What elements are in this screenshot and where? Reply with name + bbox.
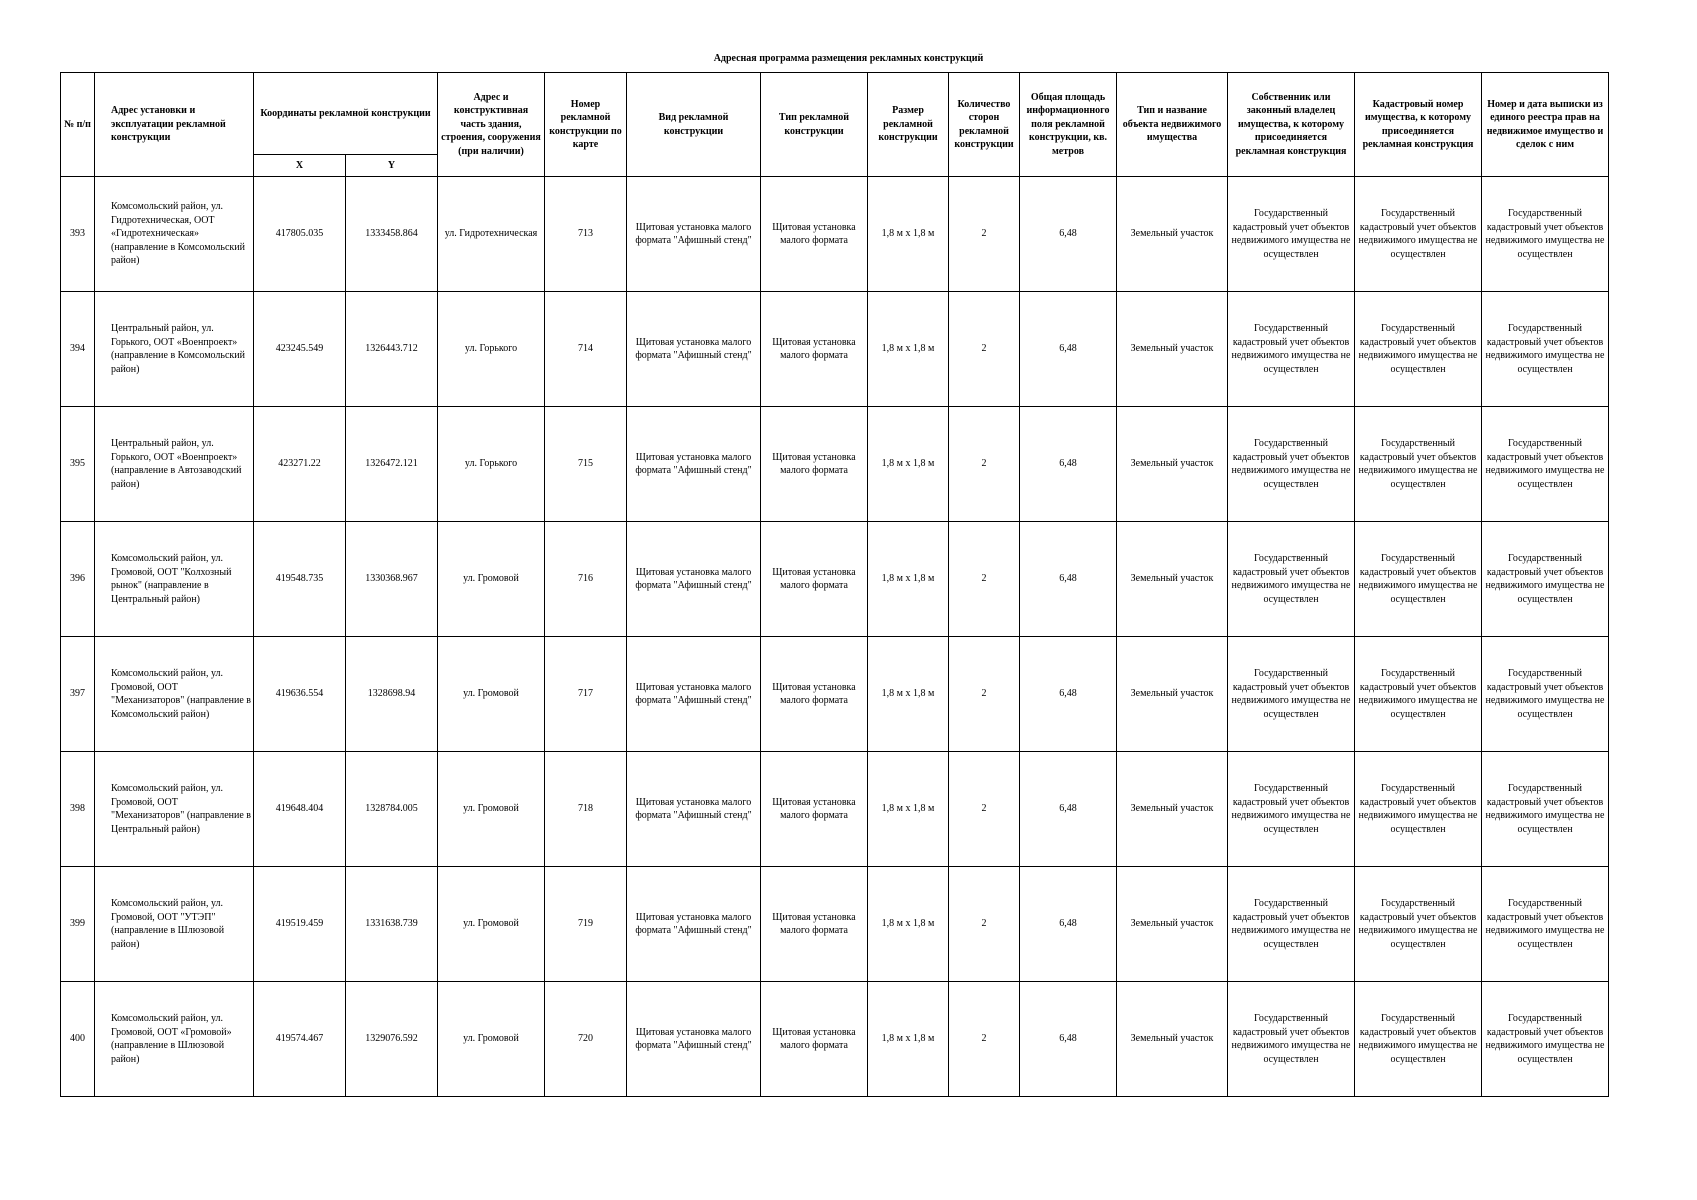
cell-sides: 2 bbox=[949, 867, 1020, 982]
cell-property: Земельный участок bbox=[1117, 752, 1228, 867]
cell-kind: Щитовая установка малого формата "Афишный стенд" bbox=[627, 177, 761, 292]
cell-num: 394 bbox=[61, 292, 95, 407]
cell-x: 419548.735 bbox=[254, 522, 346, 637]
cell-registry: Государственный кадастровый учет объектов недвижимого имущества не осуществлен bbox=[1482, 292, 1609, 407]
cell-kind: Щитовая установка малого формата "Афишный стенд" bbox=[627, 752, 761, 867]
document-title: Адресная программа размещения рекламных конструкций bbox=[713, 53, 984, 64]
cell-area: 6,48 bbox=[1020, 867, 1117, 982]
cell-owner: Государственный кадастровый учет объектов недвижимого имущества не осуществлен bbox=[1228, 292, 1355, 407]
cell-cadastral: Государственный кадастровый учет объектов недвижимого имущества не осуществлен bbox=[1355, 522, 1482, 637]
cell-area: 6,48 bbox=[1020, 292, 1117, 407]
cell-num: 398 bbox=[61, 752, 95, 867]
cell-size: 1,8 м х 1,8 м bbox=[868, 752, 949, 867]
cell-registry: Государственный кадастровый учет объектов недвижимого имущества не осуществлен bbox=[1482, 867, 1609, 982]
cell-address: Комсомольский район, ул. Громовой, ООТ "УТЭП" (направление в Шлюзовой район) bbox=[95, 867, 254, 982]
cell-sides: 2 bbox=[949, 407, 1020, 522]
cell-num: 396 bbox=[61, 522, 95, 637]
cell-property: Земельный участок bbox=[1117, 407, 1228, 522]
header-map-number: Номер рекламной конструкции по карте bbox=[545, 73, 627, 177]
cell-type: Щитовая установка малого формата bbox=[761, 982, 868, 1097]
header-size: Размер рекламной конструкции bbox=[868, 73, 949, 177]
cell-y: 1326443.712 bbox=[346, 292, 438, 407]
header-area: Общая площадь информационного поля рекламной конструкции, кв. метров bbox=[1020, 73, 1117, 177]
table-row bbox=[61, 982, 1609, 1097]
cell-address: Комсомольский район, ул. Громовой, ООТ «Громовой» (направление в Шлюзовой район) bbox=[95, 982, 254, 1097]
cell-num: 400 bbox=[61, 982, 95, 1097]
header-building: Адрес и конструктивная часть здания, строения, сооружения (при наличии) bbox=[438, 73, 545, 177]
table-row bbox=[61, 637, 1609, 752]
cell-property: Земельный участок bbox=[1117, 292, 1228, 407]
cell-cadastral: Государственный кадастровый учет объектов недвижимого имущества не осуществлен bbox=[1355, 982, 1482, 1097]
cell-registry: Государственный кадастровый учет объектов недвижимого имущества не осуществлен bbox=[1482, 177, 1609, 292]
header-y: Y bbox=[346, 155, 438, 177]
cell-cadastral: Государственный кадастровый учет объектов недвижимого имущества не осуществлен bbox=[1355, 752, 1482, 867]
cell-type: Щитовая установка малого формата bbox=[761, 867, 868, 982]
cell-y: 1333458.864 bbox=[346, 177, 438, 292]
cell-size: 1,8 м х 1,8 м bbox=[868, 637, 949, 752]
cell-x: 419574.467 bbox=[254, 982, 346, 1097]
cell-map-number: 713 bbox=[545, 177, 627, 292]
cell-sides: 2 bbox=[949, 752, 1020, 867]
cell-num: 393 bbox=[61, 177, 95, 292]
cell-building: ул. Громовой bbox=[438, 752, 545, 867]
table-body bbox=[61, 177, 1609, 1097]
cell-address: Комсомольский район, ул. Громовой, ООТ "Колхозный рынок" (направление в Центральный район) bbox=[95, 522, 254, 637]
cell-sides: 2 bbox=[949, 292, 1020, 407]
cell-address: Центральный район, ул. Горького, ООТ «Военпроект» (направление в Автозаводский район) bbox=[95, 407, 254, 522]
cell-y: 1330368.967 bbox=[346, 522, 438, 637]
cell-x: 419648.404 bbox=[254, 752, 346, 867]
cell-sides: 2 bbox=[949, 982, 1020, 1097]
cell-size: 1,8 м х 1,8 м bbox=[868, 522, 949, 637]
cell-cadastral: Государственный кадастровый учет объектов недвижимого имущества не осуществлен bbox=[1355, 637, 1482, 752]
header-coordinates: Координаты рекламной конструкции bbox=[254, 73, 438, 155]
header-registry: Номер и дата выписки из единого реестра прав на недвижимое имущество и сделок с ним bbox=[1482, 73, 1609, 177]
table-header bbox=[61, 73, 1609, 177]
cell-kind: Щитовая установка малого формата "Афишный стенд" bbox=[627, 867, 761, 982]
cell-area: 6,48 bbox=[1020, 177, 1117, 292]
table-row bbox=[61, 752, 1609, 867]
cell-y: 1328698.94 bbox=[346, 637, 438, 752]
cell-area: 6,48 bbox=[1020, 637, 1117, 752]
cell-sides: 2 bbox=[949, 637, 1020, 752]
cell-property: Земельный участок bbox=[1117, 637, 1228, 752]
header-owner: Собственник или законный владелец имущества, к которому присоединяется рекламная конструкция bbox=[1228, 73, 1355, 177]
cell-area: 6,48 bbox=[1020, 522, 1117, 637]
cell-type: Щитовая установка малого формата bbox=[761, 177, 868, 292]
cell-map-number: 716 bbox=[545, 522, 627, 637]
cell-address: Центральный район, ул. Горького, ООТ «Военпроект» (направление в Комсомольский район) bbox=[95, 292, 254, 407]
cell-x: 417805.035 bbox=[254, 177, 346, 292]
cell-y: 1329076.592 bbox=[346, 982, 438, 1097]
cell-kind: Щитовая установка малого формата "Афишный стенд" bbox=[627, 407, 761, 522]
cell-size: 1,8 м х 1,8 м bbox=[868, 867, 949, 982]
cell-building: ул. Горького bbox=[438, 292, 545, 407]
header-type: Тип рекламной конструкции bbox=[761, 73, 868, 177]
header-address: Адрес установки и эксплуатации рекламной конструкции bbox=[95, 73, 254, 177]
table-row bbox=[61, 292, 1609, 407]
cell-property: Земельный участок bbox=[1117, 867, 1228, 982]
cell-kind: Щитовая установка малого формата "Афишный стенд" bbox=[627, 292, 761, 407]
table-row bbox=[61, 867, 1609, 982]
header-x: X bbox=[254, 155, 346, 177]
cell-registry: Государственный кадастровый учет объектов недвижимого имущества не осуществлен bbox=[1482, 522, 1609, 637]
cell-num: 395 bbox=[61, 407, 95, 522]
cell-map-number: 718 bbox=[545, 752, 627, 867]
cell-property: Земельный участок bbox=[1117, 522, 1228, 637]
cell-size: 1,8 м х 1,8 м bbox=[868, 292, 949, 407]
cell-kind: Щитовая установка малого формата "Афишный стенд" bbox=[627, 982, 761, 1097]
cell-cadastral: Государственный кадастровый учет объектов недвижимого имущества не осуществлен bbox=[1355, 292, 1482, 407]
table-row bbox=[61, 177, 1609, 292]
cell-y: 1331638.739 bbox=[346, 867, 438, 982]
cell-x: 423271.22 bbox=[254, 407, 346, 522]
cell-sides: 2 bbox=[949, 522, 1020, 637]
cell-map-number: 720 bbox=[545, 982, 627, 1097]
cell-type: Щитовая установка малого формата bbox=[761, 637, 868, 752]
cell-cadastral: Государственный кадастровый учет объектов недвижимого имущества не осуществлен bbox=[1355, 177, 1482, 292]
cell-type: Щитовая установка малого формата bbox=[761, 407, 868, 522]
cell-map-number: 719 bbox=[545, 867, 627, 982]
header-property: Тип и название объекта недвижимого имущества bbox=[1117, 73, 1228, 177]
cell-address: Комсомольский район, ул. Громовой, ООТ "Механизаторов" (направление в Центральный район) bbox=[95, 752, 254, 867]
cell-map-number: 715 bbox=[545, 407, 627, 522]
cell-x: 419519.459 bbox=[254, 867, 346, 982]
cell-building: ул. Горького bbox=[438, 407, 545, 522]
cell-owner: Государственный кадастровый учет объектов недвижимого имущества не осуществлен bbox=[1228, 407, 1355, 522]
header-sides: Количество сторон рекламной конструкции bbox=[949, 73, 1020, 177]
cell-owner: Государственный кадастровый учет объектов недвижимого имущества не осуществлен bbox=[1228, 637, 1355, 752]
cell-building: ул. Громовой bbox=[438, 982, 545, 1097]
cell-y: 1328784.005 bbox=[346, 752, 438, 867]
cell-registry: Государственный кадастровый учет объектов недвижимого имущества не осуществлен bbox=[1482, 637, 1609, 752]
cell-registry: Государственный кадастровый учет объектов недвижимого имущества не осуществлен bbox=[1482, 752, 1609, 867]
advertising-structures-table bbox=[60, 72, 1609, 1097]
cell-area: 6,48 bbox=[1020, 752, 1117, 867]
cell-building: ул. Громовой bbox=[438, 522, 545, 637]
cell-owner: Государственный кадастровый учет объектов недвижимого имущества не осуществлен bbox=[1228, 752, 1355, 867]
header-num: № п/п bbox=[61, 73, 95, 177]
cell-type: Щитовая установка малого формата bbox=[761, 522, 868, 637]
cell-cadastral: Государственный кадастровый учет объектов недвижимого имущества не осуществлен bbox=[1355, 867, 1482, 982]
cell-type: Щитовая установка малого формата bbox=[761, 752, 868, 867]
cell-map-number: 717 bbox=[545, 637, 627, 752]
cell-size: 1,8 м х 1,8 м bbox=[868, 982, 949, 1097]
cell-y: 1326472.121 bbox=[346, 407, 438, 522]
cell-cadastral: Государственный кадастровый учет объектов недвижимого имущества не осуществлен bbox=[1355, 407, 1482, 522]
cell-kind: Щитовая установка малого формата "Афишный стенд" bbox=[627, 637, 761, 752]
table-row bbox=[61, 407, 1609, 522]
cell-num: 397 bbox=[61, 637, 95, 752]
cell-area: 6,48 bbox=[1020, 982, 1117, 1097]
cell-area: 6,48 bbox=[1020, 407, 1117, 522]
cell-building: ул. Громовой bbox=[438, 867, 545, 982]
cell-registry: Государственный кадастровый учет объектов недвижимого имущества не осуществлен bbox=[1482, 407, 1609, 522]
cell-size: 1,8 м х 1,8 м bbox=[868, 407, 949, 522]
cell-building: ул. Громовой bbox=[438, 637, 545, 752]
cell-owner: Государственный кадастровый учет объектов недвижимого имущества не осуществлен bbox=[1228, 177, 1355, 292]
header-cadastral: Кадастровый номер имущества, к которому присоединяется рекламная конструкция bbox=[1355, 73, 1482, 177]
header-kind: Вид рекламной конструкции bbox=[627, 73, 761, 177]
cell-map-number: 714 bbox=[545, 292, 627, 407]
cell-x: 419636.554 bbox=[254, 637, 346, 752]
cell-type: Щитовая установка малого формата bbox=[761, 292, 868, 407]
cell-registry: Государственный кадастровый учет объектов недвижимого имущества не осуществлен bbox=[1482, 982, 1609, 1097]
cell-sides: 2 bbox=[949, 177, 1020, 292]
table-row bbox=[61, 522, 1609, 637]
cell-property: Земельный участок bbox=[1117, 982, 1228, 1097]
cell-address: Комсомольский район, ул. Гидротехническая, ООТ «Гидротехническая» (направление в Комсомольский район) bbox=[95, 177, 254, 292]
cell-property: Земельный участок bbox=[1117, 177, 1228, 292]
cell-building: ул. Гидротехническая bbox=[438, 177, 545, 292]
cell-address: Комсомольский район, ул. Громовой, ООТ "Механизаторов" (направление в Комсомольский район) bbox=[95, 637, 254, 752]
cell-x: 423245.549 bbox=[254, 292, 346, 407]
cell-num: 399 bbox=[61, 867, 95, 982]
cell-owner: Государственный кадастровый учет объектов недвижимого имущества не осуществлен bbox=[1228, 982, 1355, 1097]
cell-size: 1,8 м х 1,8 м bbox=[868, 177, 949, 292]
cell-owner: Государственный кадастровый учет объектов недвижимого имущества не осуществлен bbox=[1228, 522, 1355, 637]
cell-kind: Щитовая установка малого формата "Афишный стенд" bbox=[627, 522, 761, 637]
cell-owner: Государственный кадастровый учет объектов недвижимого имущества не осуществлен bbox=[1228, 867, 1355, 982]
